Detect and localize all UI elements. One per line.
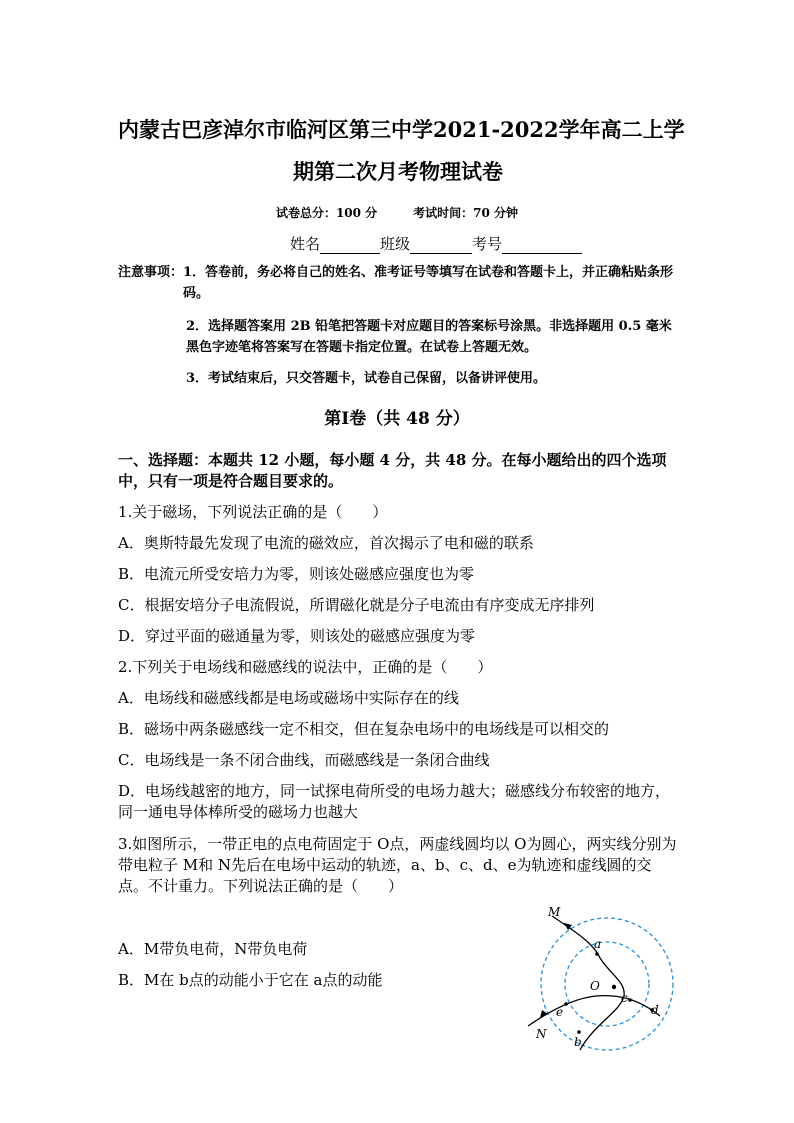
figure-label-b: b	[574, 1035, 582, 1049]
point-a	[595, 952, 599, 956]
charge-trajectory-figure	[514, 904, 694, 1054]
exam-meta	[0, 204, 794, 221]
figure-label-e: e	[556, 1005, 564, 1019]
notes-item-1	[118, 262, 678, 304]
point-e	[564, 1002, 568, 1006]
section-instruction: 一、选择题：本题共 12 小题，每小题 4 分，共 48 分。在每小题给出的四个选项中，只有一项是符合题目要求的。	[118, 451, 667, 490]
exam-time: 考试时间：70 分钟	[413, 206, 519, 220]
question-1-option-c: C．根据安培分子电流假说，所谓磁化就是分子电流由有序变成无序排列	[118, 596, 595, 614]
arrow-n	[540, 1010, 548, 1018]
question-2-stem: 2.下列关于电场线和磁感线的说法中，正确的是（ ）	[118, 658, 493, 676]
point-c	[628, 998, 632, 1002]
figure-label-o: O	[590, 979, 600, 993]
point-b	[577, 1030, 581, 1034]
figure-label-n: N	[536, 1027, 547, 1041]
inner-dashed-circle	[565, 942, 649, 1026]
question-2-option-b: B．磁场中两条磁感线一定不相交，但在复杂电场中的电场线是可以相交的	[118, 720, 610, 738]
total-score: 试卷总分：100 分	[275, 206, 378, 220]
figure-label-c: c	[621, 991, 628, 1005]
notes-item-2: 2．选择题答案用 2B 铅笔把答题卡对应题目的答案标号涂黑。非选择题用 0.5 毫米黑色字迹笔将答案写在答题卡指定位置。在试卷上答题无效。	[186, 319, 672, 355]
exam-no-blank[interactable]	[502, 238, 582, 254]
section-title: 第Ⅰ卷（共 48 分）	[324, 409, 470, 429]
question-1-option-b: B．电流元所受安培力为零，则该处磁感应强度也为零	[118, 565, 475, 583]
trajectory-n	[528, 996, 660, 1026]
figure-label-a: a	[594, 937, 602, 951]
charge-point-o	[612, 985, 616, 989]
trajectory-m	[552, 916, 624, 1050]
notes-label: 注意事项：	[118, 265, 184, 280]
question-2-option-c: C．电场线是一条不闭合曲线，而磁感线是一条闭合曲线	[118, 751, 490, 769]
notes-item-3: 3．考试结束后，只交答题卡，试卷自己保留，以备讲评使用。	[186, 371, 547, 386]
student-info-fields	[290, 233, 582, 254]
exam-no-label: 考号	[472, 235, 503, 253]
question-2-option-a: A．电场线和磁感线都是电场或磁场中实际存在的线	[118, 689, 459, 707]
question-3-option-a: A．M带负电荷，N带负电荷	[118, 940, 308, 958]
question-3-option-b: B．M在 b点的动能小于它在 a点的动能	[118, 971, 383, 989]
exam-title-line1: 内蒙古巴彦淖尔市临河区第三中学2021-2022学年高二上学	[118, 117, 685, 142]
question-1-option-a: A．奥斯特最先发现了电流的磁效应，首次揭示了电和磁的联系	[118, 534, 534, 552]
figure-label-d: d	[651, 1003, 659, 1017]
name-label: 姓名	[290, 235, 321, 253]
class-label: 班级	[380, 235, 411, 253]
exam-title-line2: 期第二次月考物理试卷	[293, 159, 503, 184]
class-blank[interactable]	[410, 238, 472, 254]
name-blank[interactable]	[320, 238, 380, 254]
notes-item-1-text: 1．答卷前，务必将自己的姓名、准考证号等填写在试卷和答题卡上，并正确粘贴条形码。	[183, 265, 674, 301]
question-1-stem: 1.关于磁场，下列说法正确的是（ ）	[118, 503, 388, 521]
figure-label-m: M	[548, 905, 561, 919]
outer-dashed-circle	[541, 918, 673, 1050]
question-3-stem: 3.如图所示，一带正电的点电荷固定于 O点，两虚线圆均以 O为圆心，两实线分别为带电粒子 M和 N先后在电场中运动的轨迹，a、b、c、d、e为轨迹和虚线圆的交点。不计重力。下列说法正确的是（ ）	[118, 835, 677, 895]
question-1-option-d: D．穿过平面的磁通量为零，则该处的磁感应强度为零	[118, 627, 476, 645]
question-2-option-d: D．电场线越密的地方，同一试探电荷所受的电场力越大；磁感线分布较密的地方，同一通电导体棒所受的磁场力也越大	[118, 782, 671, 821]
